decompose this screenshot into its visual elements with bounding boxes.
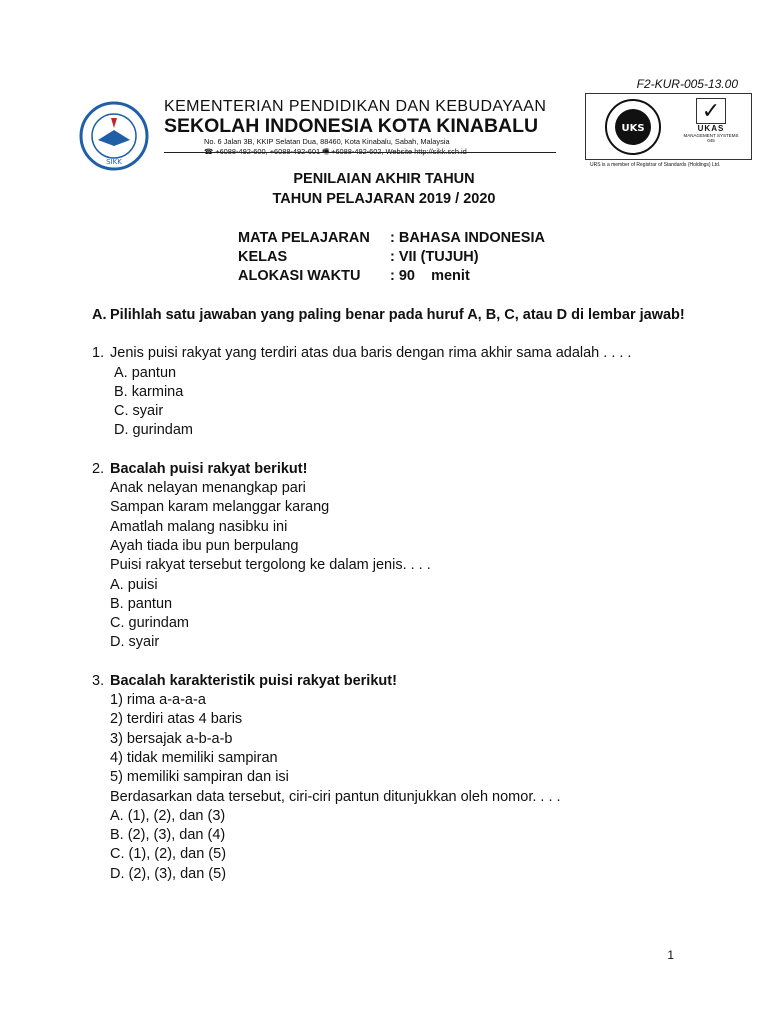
iso-seal-icon [596,98,670,156]
option: B. pantun [110,595,173,612]
question-text: Puisi rakyat tersebut tergolong ke dalam jenis. . . . [110,557,431,574]
document-code: F2-KUR-005-13.00 [636,77,738,91]
characteristic-item: 3) bersajak a-b-a-b [110,730,233,747]
poem-line: Sampan karam melanggar karang [110,499,330,516]
option: A. pantun [114,364,177,381]
letterhead [78,92,548,164]
option: A. (1), (2), dan (3) [110,807,226,824]
info-row-class: KELAS : VII (TUJUH) [238,249,479,265]
svg-text:UKS: UKS [621,123,645,134]
school-name: SEKOLAH INDONESIA KOTA KINABALU [164,115,539,137]
certification-note: URS is a member of Registrar of Standards (Holdings) Ltd. [590,162,721,168]
option: C. (1), (2), dan (5) [110,846,227,863]
certification-box [585,93,752,160]
check-icon: ✓ [696,98,726,124]
question-1: 1. Jenis puisi rakyat yang terdiri atas dua baris dengan rima akhir sama adalah . . . . A. pantun B. karmina C. syair D. gurindam [92,344,692,440]
option: C. gurindam [110,615,189,632]
instruction: A. Pilihlah satu jawaban yang paling benar pada huruf A, B, C, atau D di lembar jawab! [92,307,685,323]
letterhead-divider [164,152,556,153]
poem-line: Amatlah malang nasibku ini [110,518,288,535]
question-stem: Jenis puisi rakyat yang terdiri atas dua baris dengan rima akhir sama adalah . . . . [110,345,632,362]
info-row-subject: MATA PELAJARAN : BAHASA INDONESIA [238,230,545,246]
school-logo [78,100,150,172]
svg-text:SIKK: SIKK [106,158,122,166]
ukas-mark: ✓ UKAS MANAGEMENT SYSTEMS 045 [683,98,739,143]
option: B. (2), (3), dan (4) [110,827,226,844]
option: D. syair [110,634,160,651]
option: C. syair [114,403,164,420]
option: A. puisi [110,576,158,593]
option: D. gurindam [114,422,193,439]
poem-line: Ayah tiada ibu pun berpulang [110,537,299,554]
question-stem: Bacalah karakteristik puisi rakyat berikut! [110,672,397,689]
question-3: 3. Bacalah karakteristik puisi rakyat berikut! 1) rima a-a-a-a 2) terdiri atas 4 baris 3) bersajak a-b-a-b 4) tidak memiliki sampiran 5) memiliki sampiran dan isi Berdasarkan data tersebut, ciri-ciri pantun ditunjukkan oleh nomor. . . . A. (1), (2), dan (3) B. (2), (3), dan (4) C. (1), (2), dan (5) D. (2), (3), dan (5) [92,672,692,884]
question-stem: Bacalah puisi rakyat berikut! [110,460,308,477]
characteristic-item: 2) terdiri atas 4 baris [110,711,243,728]
school-contact: ☎ +6088-492-600, +6088-492-601 🖷 +6088-492-602, Website http://sikk.sch.id [204,147,467,156]
characteristic-item: 1) rima a-a-a-a [110,692,206,709]
academic-year: TAHUN PELAJARAN 2019 / 2020 [272,191,496,207]
ministry-name: KEMENTERIAN PENDIDIKAN DAN KEBUDAYAAN [164,98,547,115]
characteristic-item: 4) tidak memiliki sampiran [110,749,278,766]
option: B. karmina [114,383,184,400]
school-address: No. 6 Jalan 3B, KKIP Selatan Dua, 88460, Kota Kinabalu, Sabah, Malaysia [204,137,450,146]
question-2: 2. Bacalah puisi rakyat berikut! Anak nelayan menangkap pari Sampan karam melanggar karang Amatlah malang nasibku ini Ayah tiada ibu pun berpulang Puisi rakyat tersebut tergolong ke dalam jenis. . . . A. puisi B. pantun C. gurindam D. syair [92,460,692,653]
characteristic-item: 5) memiliki sampiran dan isi [110,769,289,786]
exam-title: PENILAIAN AKHIR TAHUN [293,171,475,187]
poem-line: Anak nelayan menangkap pari [110,480,306,497]
page-number: 1 [667,948,674,962]
info-row-time: ALOKASI WAKTU : 90 menit [238,268,470,284]
question-text: Berdasarkan data tersebut, ciri-ciri pantun ditunjukkan oleh nomor. . . . [110,788,561,805]
option: D. (2), (3), dan (5) [110,865,227,882]
exam-content [92,306,692,884]
exam-info [238,229,545,286]
